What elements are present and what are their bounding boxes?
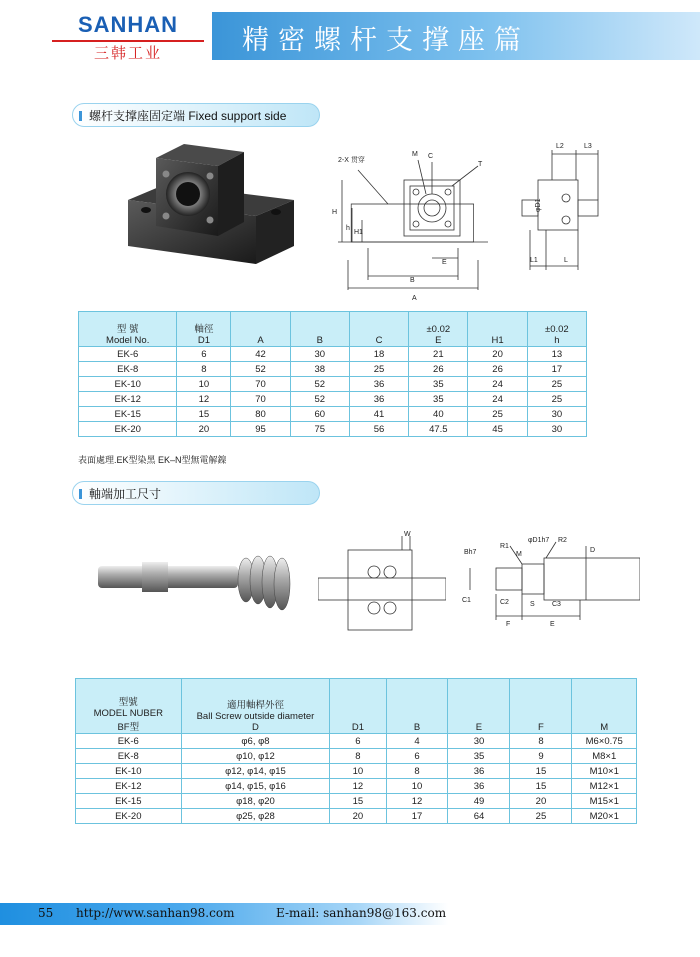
dim-D-label: D xyxy=(590,547,596,554)
column-header xyxy=(468,312,527,347)
dim-L1-label: L1 xyxy=(530,257,538,264)
column-header-top: ±0.02 xyxy=(426,324,451,335)
dim-C3-label: C3 xyxy=(552,601,561,608)
column-header xyxy=(572,679,637,734)
dim-E-label: E xyxy=(442,259,447,266)
table-body xyxy=(76,734,637,824)
table-cell: 45 xyxy=(468,422,527,437)
column-header-bottom: Model No. xyxy=(106,335,150,346)
table-cell: 25 xyxy=(468,407,527,422)
dim-L-label: L xyxy=(564,257,568,264)
shaft-end-dimension-drawing xyxy=(460,528,640,638)
table-cell: EK-12 xyxy=(76,779,182,794)
page-title: 精密螺杆支撑座篇 xyxy=(242,25,530,56)
table-cell: EK-6 xyxy=(76,734,182,749)
table-cell: 36 xyxy=(349,377,408,392)
column-header xyxy=(510,679,572,734)
brand-name-cn: 三韩工业 xyxy=(93,45,162,62)
table-row xyxy=(76,749,637,764)
table-cell: 60 xyxy=(290,407,349,422)
table-cell: φ12, φ14, φ15 xyxy=(181,764,330,779)
table-cell: 12 xyxy=(330,779,386,794)
table-row xyxy=(79,422,587,437)
table-cell: φ18, φ20 xyxy=(181,794,330,809)
table-cell: 35 xyxy=(448,749,510,764)
section-label-fixed-support xyxy=(72,103,320,127)
column-header-line: 適用軸桿外徑 xyxy=(226,700,284,711)
table-cell: 10 xyxy=(386,779,448,794)
table-cell: 15 xyxy=(330,794,386,809)
table-cell: 17 xyxy=(386,809,448,824)
column-header xyxy=(409,312,468,347)
table-cell: 8 xyxy=(330,749,386,764)
table-cell: 20 xyxy=(510,794,572,809)
table-cell: 52 xyxy=(290,392,349,407)
table-row xyxy=(76,764,637,779)
column-header-bottom: E xyxy=(435,335,442,346)
table-cell: M12×1 xyxy=(572,779,637,794)
fixed-support-spec-table xyxy=(78,311,587,437)
table-cell: 70 xyxy=(231,377,290,392)
table-cell: 30 xyxy=(527,422,586,437)
front-view-drawing xyxy=(328,140,498,305)
table-row xyxy=(76,794,637,809)
dim-R2-label: R2 xyxy=(558,537,567,544)
column-header-line: Ball Screw outside diameter xyxy=(196,711,315,722)
column-header xyxy=(349,312,408,347)
brand-logo xyxy=(48,10,208,60)
table-cell: M6×0.75 xyxy=(572,734,637,749)
dim-L2-label: L2 xyxy=(556,143,564,150)
table-row xyxy=(76,779,637,794)
table-cell: 8 xyxy=(386,764,448,779)
dim-L3-label: L3 xyxy=(584,143,592,150)
table-cell: 13 xyxy=(527,347,586,362)
section-label-text: 螺杆支撑座固定端 Fixed support side xyxy=(89,109,287,123)
dim-C1-label: C1 xyxy=(462,597,471,604)
column-header-top: ±0.02 xyxy=(545,324,569,335)
table-cell: EK-10 xyxy=(76,764,182,779)
table-cell: 52 xyxy=(231,362,290,377)
table-cell: 30 xyxy=(527,407,586,422)
table-cell: 30 xyxy=(448,734,510,749)
ball-screw-photo xyxy=(98,540,298,620)
dim-R1-label: R1 xyxy=(500,543,509,550)
table-cell: 12 xyxy=(386,794,448,809)
table-cell: 25 xyxy=(510,809,572,824)
table-cell: 26 xyxy=(409,362,468,377)
dim-H1-label: H1 xyxy=(354,229,363,236)
table-cell: M20×1 xyxy=(572,809,637,824)
dim-M-label: M xyxy=(516,551,522,558)
table-cell: 75 xyxy=(290,422,349,437)
table-cell: 70 xyxy=(231,392,290,407)
dim-D1h7-label: φD1h7 xyxy=(528,537,550,544)
column-header-bottom: A xyxy=(257,335,264,346)
table-cell: EK-20 xyxy=(79,422,177,437)
table-cell: EK-20 xyxy=(76,809,182,824)
table-header-row xyxy=(79,312,587,347)
column-header-line: E xyxy=(475,722,483,733)
table-cell: M10×1 xyxy=(572,764,637,779)
table-cell: 6 xyxy=(177,347,231,362)
dim-F-label: F xyxy=(506,621,511,628)
table-cell: 95 xyxy=(231,422,290,437)
table-row xyxy=(79,407,587,422)
table-cell: 25 xyxy=(527,377,586,392)
table-cell: 21 xyxy=(409,347,468,362)
table-cell: EK-15 xyxy=(79,407,177,422)
page-header xyxy=(0,0,700,66)
table-cell: 8 xyxy=(510,734,572,749)
section-label-shaft-end xyxy=(72,481,320,505)
column-header-line: MODEL NUBER xyxy=(93,708,163,719)
column-header xyxy=(76,679,182,734)
table-cell: EK-15 xyxy=(76,794,182,809)
table-header-row xyxy=(76,679,637,734)
table-cell: 80 xyxy=(231,407,290,422)
table-cell: 9 xyxy=(510,749,572,764)
column-header-line: 型號 xyxy=(118,697,138,708)
table-cell: 24 xyxy=(468,377,527,392)
shaft-end-spec-table xyxy=(75,678,637,824)
table-cell: 41 xyxy=(349,407,408,422)
table-cell: 4 xyxy=(386,734,448,749)
dim-C2-label: C2 xyxy=(500,599,509,606)
surface-treatment-note: 表面處理.EK型染黑 EK–N型無電解鎳 xyxy=(78,455,227,465)
column-header-bottom: B xyxy=(316,335,323,346)
dim-S-label: S xyxy=(530,601,535,608)
table-cell: 20 xyxy=(330,809,386,824)
column-header-bottom: h xyxy=(554,335,560,346)
table-cell: φ25, φ28 xyxy=(181,809,330,824)
dim-D1-label: φD1 xyxy=(535,198,542,212)
dim-T-label: T xyxy=(478,161,483,168)
dim-H-label: H xyxy=(332,209,338,216)
table-cell: EK-6 xyxy=(79,347,177,362)
table-cell: 36 xyxy=(349,392,408,407)
column-header-line: BF型 xyxy=(117,722,140,733)
table-cell: 25 xyxy=(349,362,408,377)
table-cell: φ14, φ15, φ16 xyxy=(181,779,330,794)
table-row xyxy=(76,734,637,749)
table-cell: M8×1 xyxy=(572,749,637,764)
table-cell: 47.5 xyxy=(409,422,468,437)
dim-B-label: B xyxy=(410,277,415,284)
table-cell: EK-10 xyxy=(79,377,177,392)
table-cell: 12 xyxy=(177,392,231,407)
dim-h-label: h xyxy=(346,225,350,232)
table-cell: 15 xyxy=(510,779,572,794)
column-header xyxy=(448,679,510,734)
table-cell: 36 xyxy=(448,764,510,779)
column-header-bottom: C xyxy=(375,335,383,346)
table-cell: 20 xyxy=(468,347,527,362)
table-cell: 20 xyxy=(177,422,231,437)
column-header-bottom: H1 xyxy=(491,335,504,346)
table-cell: 25 xyxy=(527,392,586,407)
table-cell: 35 xyxy=(409,392,468,407)
table-row xyxy=(76,809,637,824)
table-cell: 40 xyxy=(409,407,468,422)
table-cell: 26 xyxy=(468,362,527,377)
dim-C-label: C xyxy=(428,153,434,160)
section-label-text: 軸端加工尺寸 xyxy=(89,487,162,501)
bullet-icon xyxy=(79,111,82,121)
column-header-line: D1 xyxy=(351,722,364,733)
table-cell: 18 xyxy=(349,347,408,362)
column-header xyxy=(386,679,448,734)
dim-Bh7-label: Bh7 xyxy=(464,549,477,556)
table-cell: 24 xyxy=(468,392,527,407)
dim-E-label: E xyxy=(550,621,555,628)
website-link[interactable]: http://www.sanhan98.com xyxy=(76,906,235,920)
table-cell: φ6, φ8 xyxy=(181,734,330,749)
table-cell: 10 xyxy=(177,377,231,392)
table-cell: M15×1 xyxy=(572,794,637,809)
page-number: 55 xyxy=(38,906,54,920)
table-cell: 15 xyxy=(510,764,572,779)
column-header xyxy=(79,312,177,347)
column-header-line: D xyxy=(252,722,259,733)
column-header-top: 型 號 xyxy=(116,324,139,335)
column-header-line: M xyxy=(600,722,609,733)
column-header xyxy=(330,679,386,734)
table-cell: 17 xyxy=(527,362,586,377)
column-header xyxy=(177,312,231,347)
table-cell: 8 xyxy=(177,362,231,377)
table-cell: 38 xyxy=(290,362,349,377)
table-cell: 36 xyxy=(448,779,510,794)
column-header xyxy=(181,679,330,734)
bearing-assembly-drawing xyxy=(318,530,446,640)
table-cell: 6 xyxy=(386,749,448,764)
column-header xyxy=(231,312,290,347)
column-header-top: 軸徑 xyxy=(194,324,214,335)
table-cell: EK-12 xyxy=(79,392,177,407)
table-cell: 52 xyxy=(290,377,349,392)
column-header-line: B xyxy=(413,722,421,733)
column-header xyxy=(290,312,349,347)
table-cell: 42 xyxy=(231,347,290,362)
table-cell: 49 xyxy=(448,794,510,809)
dim-W-label: W xyxy=(404,531,411,538)
hole-label: 2-X 贯穿 xyxy=(338,157,365,164)
table-row xyxy=(79,377,587,392)
table-cell: 6 xyxy=(330,734,386,749)
table-row xyxy=(79,392,587,407)
column-header-bottom: D1 xyxy=(197,335,210,346)
email-link[interactable]: E-mail: sanhan98@163.com xyxy=(276,906,447,920)
table-cell: 10 xyxy=(330,764,386,779)
dim-M-label: M xyxy=(412,151,418,158)
table-cell: EK-8 xyxy=(79,362,177,377)
table-body xyxy=(79,347,587,437)
dim-A-label: A xyxy=(412,295,417,302)
brand-name-en: SANHAN xyxy=(77,12,179,37)
table-cell: 30 xyxy=(290,347,349,362)
column-header xyxy=(527,312,586,347)
bullet-icon xyxy=(79,489,82,499)
title-band xyxy=(212,12,700,60)
table-cell: EK-8 xyxy=(76,749,182,764)
side-section-drawing xyxy=(518,140,608,280)
support-block-photo xyxy=(126,140,294,268)
table-cell: 15 xyxy=(177,407,231,422)
table-cell: φ10, φ12 xyxy=(181,749,330,764)
table-row xyxy=(79,362,587,377)
table-cell: 64 xyxy=(448,809,510,824)
table-row xyxy=(79,347,587,362)
column-header-line: F xyxy=(538,722,544,733)
table-cell: 35 xyxy=(409,377,468,392)
table-cell: 56 xyxy=(349,422,408,437)
